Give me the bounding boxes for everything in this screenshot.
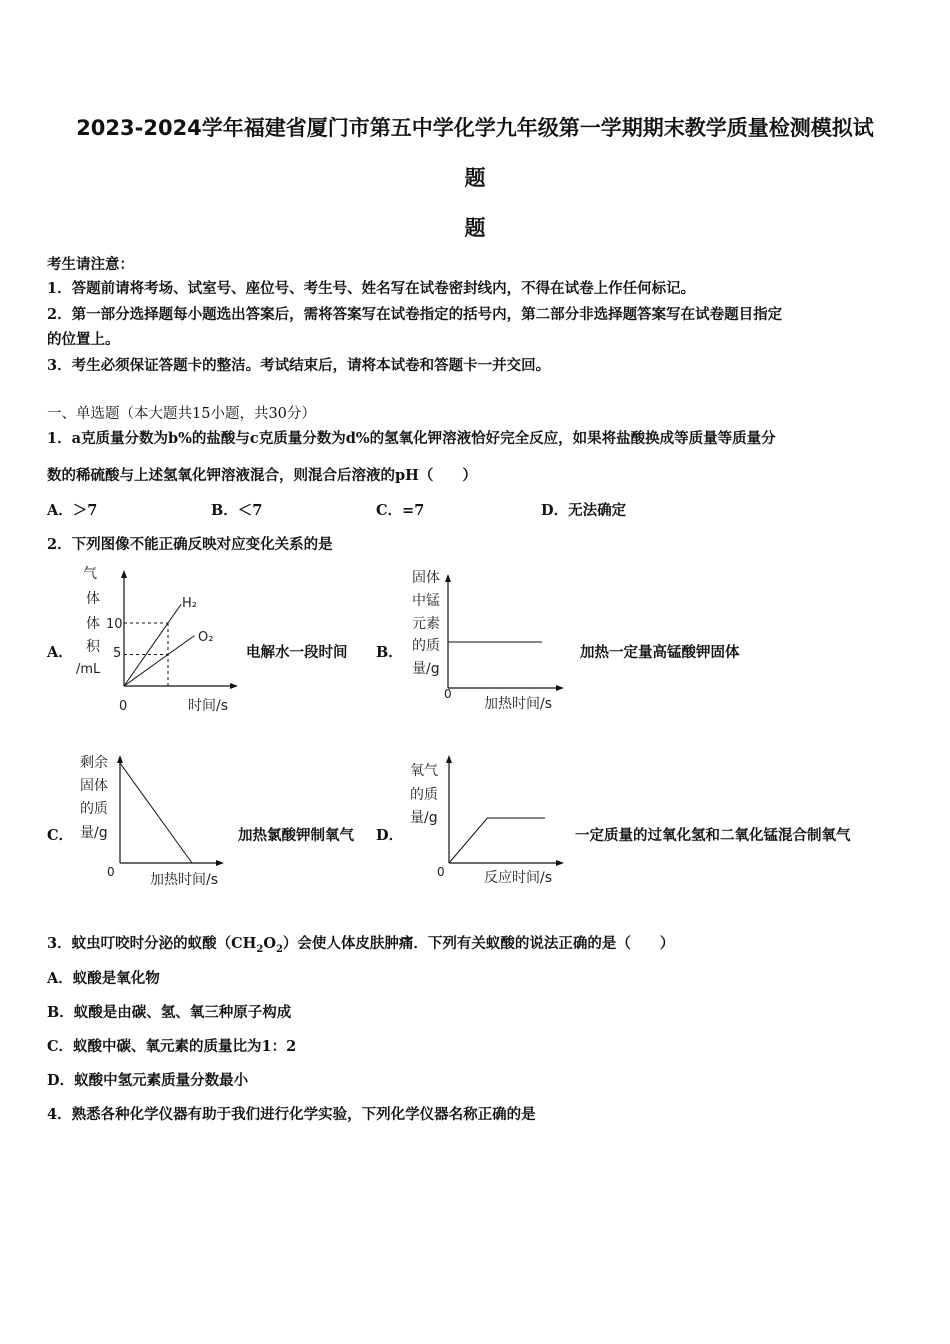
chart-c-ylabel-3: 量/g [80, 825, 108, 841]
chart-b-x-arrow [556, 685, 564, 691]
chart-a-ylabel-2: 体 [86, 616, 100, 632]
page-title-line3: 题 [464, 216, 486, 240]
q2-b-desc: 加热一定量高锰酸钾固体 [580, 644, 740, 661]
chart-a-ylabel-3: 积 [86, 639, 100, 655]
chart-b-y-arrow [445, 574, 451, 582]
q3-stem-pre: 3．蚊虫叮咬时分泌的蚁酸（CH [47, 935, 257, 952]
chart-b-origin: 0 [444, 687, 452, 701]
chart-a-origin: 0 [119, 699, 128, 714]
notice-item-3: 3．考生必须保证答题卡的整洁。考试结束后，请将本试卷和答题卡一并交回。 [47, 357, 551, 374]
chart-a-o2-extension [168, 636, 194, 655]
chart-c-chlorate [70, 745, 240, 895]
q2-stem: 2．下列图像不能正确反映对应变化关系的是 [47, 536, 333, 553]
chart-a-series-o2: O₂ [198, 630, 214, 645]
q1-option-b: B．＜7 [211, 502, 263, 519]
chart-a-xlabel: 时间/s [188, 698, 229, 714]
q1-option-a: A．＞7 [47, 502, 98, 519]
chart-b-ylabel-3: 的质 [412, 638, 440, 654]
q3-stem [47, 932, 674, 955]
chart-c-ylabel-2: 的质 [80, 801, 108, 817]
chart-a-series-line-2 [124, 655, 168, 687]
chart-a-ylabel-1: 体 [86, 591, 100, 607]
notice-item-2: 2．第一部分选择题每小题选出答案后，需将答案写在试卷指定的括号内，第二部分非选择题答案写在试卷题目指定 [47, 306, 783, 323]
chart-c-ylabel-0: 剩余 [80, 755, 108, 771]
chart-c-origin: 0 [107, 865, 115, 879]
chart-a-ylabel-0: 气 [83, 566, 97, 582]
chart-c-ylabel-1: 固体 [80, 778, 108, 794]
chart-b-manganese [400, 560, 580, 720]
page-title-line2: 题 [464, 166, 486, 190]
chart-d-plot [449, 818, 545, 863]
chart-a-electrolysis [70, 560, 250, 720]
q3-option-c: C．蚁酸中碳、氧元素的质量比为1：2 [47, 1038, 297, 1055]
q2-a-letter: A． [47, 644, 73, 661]
q2-b-letter: B． [376, 644, 403, 661]
chart-a-x-arrow [230, 683, 238, 689]
q1-option-d: D．无法确定 [541, 502, 627, 519]
q1-option-c: C．=7 [376, 502, 425, 519]
q3-sub1: 2 [256, 943, 264, 955]
chart-d-xlabel: 反应时间/s [484, 870, 553, 886]
q3-option-b: B．蚁酸是由碳、氢、氧三种原子构成 [47, 1004, 292, 1021]
chart-a-y-arrow [121, 570, 127, 578]
q3-option-a: A．蚁酸是氧化物 [47, 970, 160, 987]
chart-d-origin: 0 [437, 865, 445, 879]
chart-d-x-arrow [556, 860, 564, 866]
chart-d-ylabel-2: 量/g [410, 810, 438, 826]
q2-c-letter: C． [47, 827, 74, 844]
chart-a-tick-5: 5 [113, 646, 122, 661]
chart-a-series-h2: H₂ [182, 596, 197, 611]
q2-d-letter: D． [376, 827, 404, 844]
chart-c-x-arrow [216, 860, 224, 866]
chart-a-h2-extension [168, 604, 181, 623]
notice-item-2-cont: 的位置上。 [47, 331, 120, 348]
q1-stem-line1: 1．a克质量分数为b%的盐酸与c克质量分数为d%的氢氧化钾溶液恰好完全反应，如果将盐酸换成等质量等质量分 [47, 430, 776, 447]
q2-d-desc: 一定质量的过氧化氢和二氧化锰混合制氧气 [575, 827, 851, 844]
chart-c-plot [120, 763, 192, 863]
chart-d-y-arrow [446, 755, 452, 763]
chart-a-plot [124, 604, 194, 686]
chart-d-ylabel-1: 的质 [410, 787, 438, 803]
notice-item-1: 1．答题前请将考场、试室号、座位号、考生号、姓名写在试卷密封线内，不得在试卷上作任何标记。 [47, 280, 696, 297]
q2-a-desc: 电解水一段时间 [246, 644, 348, 661]
chart-a-ylabel-4: /mL [76, 662, 101, 677]
chart-c-y-arrow [117, 755, 123, 763]
q4-stem: 4．熟悉各种化学仪器有助于我们进行化学实验，下列化学仪器名称正确的是 [47, 1106, 536, 1123]
page-title-line1: 2023-2024学年福建省厦门市第五中学化学九年级第一学期期末教学质量检测模拟试 [76, 116, 874, 140]
q3-stem-mid: O [263, 935, 276, 952]
q3-sub2: 2 [275, 943, 283, 955]
chart-d-peroxide [400, 745, 575, 895]
chart-b-xlabel: 加热时间/s [484, 696, 553, 712]
chart-d-ylabel-0: 氧气 [410, 763, 438, 779]
chart-c-series-line-1 [120, 763, 192, 863]
chart-b-ylabel-1: 中锰 [412, 593, 440, 609]
q3-option-d: D．蚁酸中氢元素质量分数最小 [47, 1072, 249, 1089]
chart-d-series-line-1 [449, 818, 545, 863]
notice-heading: 考生请注意： [47, 256, 134, 273]
chart-a-tick-10: 10 [106, 617, 123, 632]
q3-stem-post: ）会使人体皮肤肿痛．下列有关蚁酸的说法正确的是（ ） [282, 935, 675, 952]
q1-stem-line2: 数的稀硫酸与上述氢氧化钾溶液混合，则混合后溶液的pH（ ） [47, 467, 477, 484]
chart-b-ylabel-2: 元素 [412, 616, 440, 632]
chart-b-ylabel-0: 固体 [412, 570, 440, 586]
chart-b-ylabel-4: 量/g [412, 661, 440, 677]
chart-c-xlabel: 加热时间/s [150, 872, 219, 888]
section-heading: 一、单选题（本大题共15小题，共30分） [47, 406, 316, 422]
q2-c-desc: 加热氯酸钾制氧气 [238, 827, 354, 844]
